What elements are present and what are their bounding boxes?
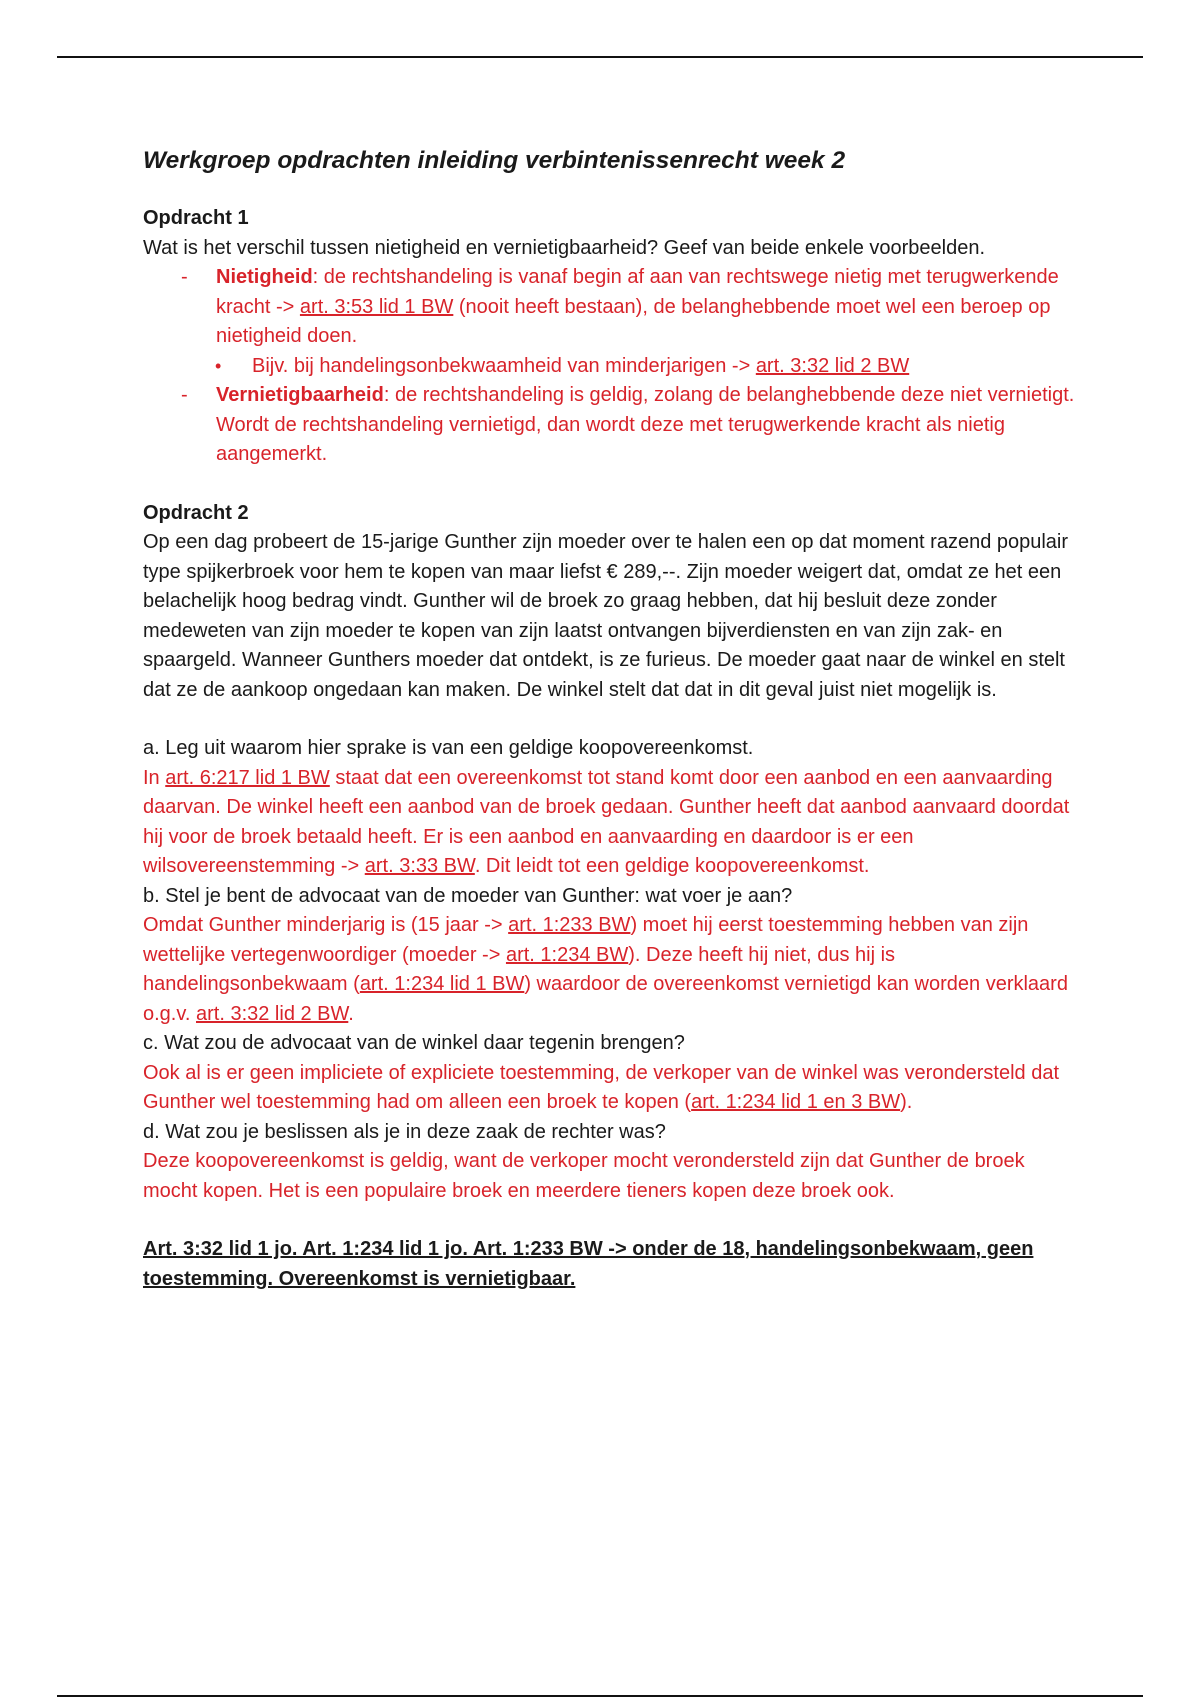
case-text: Op een dag probeert de 15-jarige Gunther zijn moeder over te halen een op dat moment razend populair type spijkerbroek voor hem te kopen van maar liefst € 289,--. Zijn moeder weigert dat, omdat ze het een belachelijk hoog bedrag vindt. Gunther wil de broek zo graag hebben, dat hij besluit deze zonder medeweten van zijn moeder te kopen van zijn laatst ontvangen bijverdiensten en van zijn zak- en spaargeld. Wanneer Gunthers moeder dat ontdekt, is ze furieus. De moeder gaat naar de winkel en stelt dat ze de aankoop ongedaan kan maken. De winkel stelt dat dat in dit geval juist niet mogelijk is. xyxy=(143,531,1069,701)
document-title: Werkgroep opdrachten inleiding verbintenissenrecht week 2 xyxy=(143,147,846,174)
opdracht-1-question: Wat is het verschil tussen nietigheid en vernietigbaarheid? Geef van beide enkele voorbeelden. xyxy=(143,236,986,259)
law-reference: art. 1:234 lid 1 en 3 BW xyxy=(691,1091,901,1113)
question-b: b. Stel je bent de advocaat van de moeder van Gunther: wat voer je aan? xyxy=(143,884,793,907)
law-reference: art. 1:234 lid 1 BW xyxy=(359,973,525,995)
law-reference: art. 1:233 BW xyxy=(508,914,631,936)
list-item-example xyxy=(143,352,1078,382)
law-reference: art. 1:234 BW xyxy=(505,943,629,966)
law-reference: art. 3:53 lid 1 BW xyxy=(299,295,454,318)
term-nietigheid: Nietigheid xyxy=(216,266,313,288)
opdracht-2-heading: Opdracht 2 xyxy=(143,501,249,524)
dash-marker: - xyxy=(181,384,188,406)
conclusion: Art. 3:32 lid 1 jo. Art. 1:234 lid 1 jo. Art. 1:233 BW -> onder de 18, handelingsonbekwaam, geen toestemming. Overeenkomst is vernietigbaar. xyxy=(143,1238,1034,1290)
header-rule xyxy=(57,56,1143,58)
list-item-vernietigbaarheid xyxy=(143,381,1078,470)
bullet-marker: • xyxy=(215,355,222,376)
nietigheid-text: : de rechtshandeling is vanaf begin af aan van rechtswege nietig met terugwerkende kracht -> xyxy=(216,266,1059,318)
footer-rule xyxy=(57,1695,1143,1697)
question-a: a. Leg uit waarom hier sprake is van een geldige koopovereenkomst. xyxy=(143,737,754,759)
answer-c: Ook al is er geen impliciete of expliciete toestemming, de verkoper van de winkel was verondersteld dat Gunther wel toestemming had om alleen een broek te kopen (art. 1:234 lid 1 en 3 BW). xyxy=(143,1061,1060,1113)
document-body xyxy=(143,146,1078,1294)
dash-marker: - xyxy=(181,266,188,288)
nietigheid-text-continued: (nooit heeft bestaan), de belanghebbende moet wel een beroep op nietigheid doen. xyxy=(216,295,1051,347)
question-c: c. Wat zou de advocaat van de winkel daar tegenin brengen? xyxy=(143,1032,685,1054)
example-text: Bijv. bij handelingsonbekwaamheid van minderjarigen -> xyxy=(252,354,756,377)
answer-b: Omdat Gunther minderjarig is (15 jaar -> art. 1:233 BW) moet hij eerst toestemming hebben van zijn wettelijke vertegenwoordiger (moeder -> art. 1:234 BW). Deze heeft hij niet, dus hij is handelingsonbekwaam (art. 1:234 lid 1 BW) waardoor de overeenkomst vernietigd kan worden verklaard o.g.v. art. 3:32 lid 2 BW. xyxy=(143,914,1068,1025)
list-item-nietigheid xyxy=(143,263,1078,352)
question-d: d. Wat zou je beslissen als je in deze zaak de rechter was? xyxy=(143,1120,666,1143)
term-vernietigbaarheid: Vernietigbaarheid xyxy=(216,384,384,406)
vernietigbaarheid-text: : de rechtshandeling is geldig, zolang de belanghebbende deze niet vernietigt. Wordt de rechtshandeling vernietigd, dan wordt deze met terugwerkende kracht als nietig aangemerkt. xyxy=(216,384,1075,465)
answer-a: In art. 6:217 lid 1 BW staat dat een overeenkomst tot stand komt door een aanbod en een aanvaarding daarvan. De winkel heeft een aanbod van de broek gedaan. Gunther heeft dat aanbod aanvaard doordat hij voor de broek betaald heeft. Er is een aanbod en aanvaarding en daardoor is er een wilsovereenstemming -> art. 3:33 BW. Dit leidt tot een geldige koopovereenkomst. xyxy=(143,766,1070,877)
law-reference: art. 6:217 lid 1 BW xyxy=(165,766,330,789)
law-reference: art. 3:32 lid 2 BW xyxy=(755,354,910,377)
law-reference: art. 3:32 lid 2 BW xyxy=(196,1002,349,1025)
answer-d: Deze koopovereenkomst is geldig, want de verkoper mocht verondersteld zijn dat Gunther de broek mocht kopen. Het is een populaire broek en meerdere tieners kopen deze broek ook. xyxy=(143,1150,1025,1202)
law-reference: art. 3:33 BW xyxy=(364,855,475,877)
opdracht-1-heading: Opdracht 1 xyxy=(143,207,249,229)
